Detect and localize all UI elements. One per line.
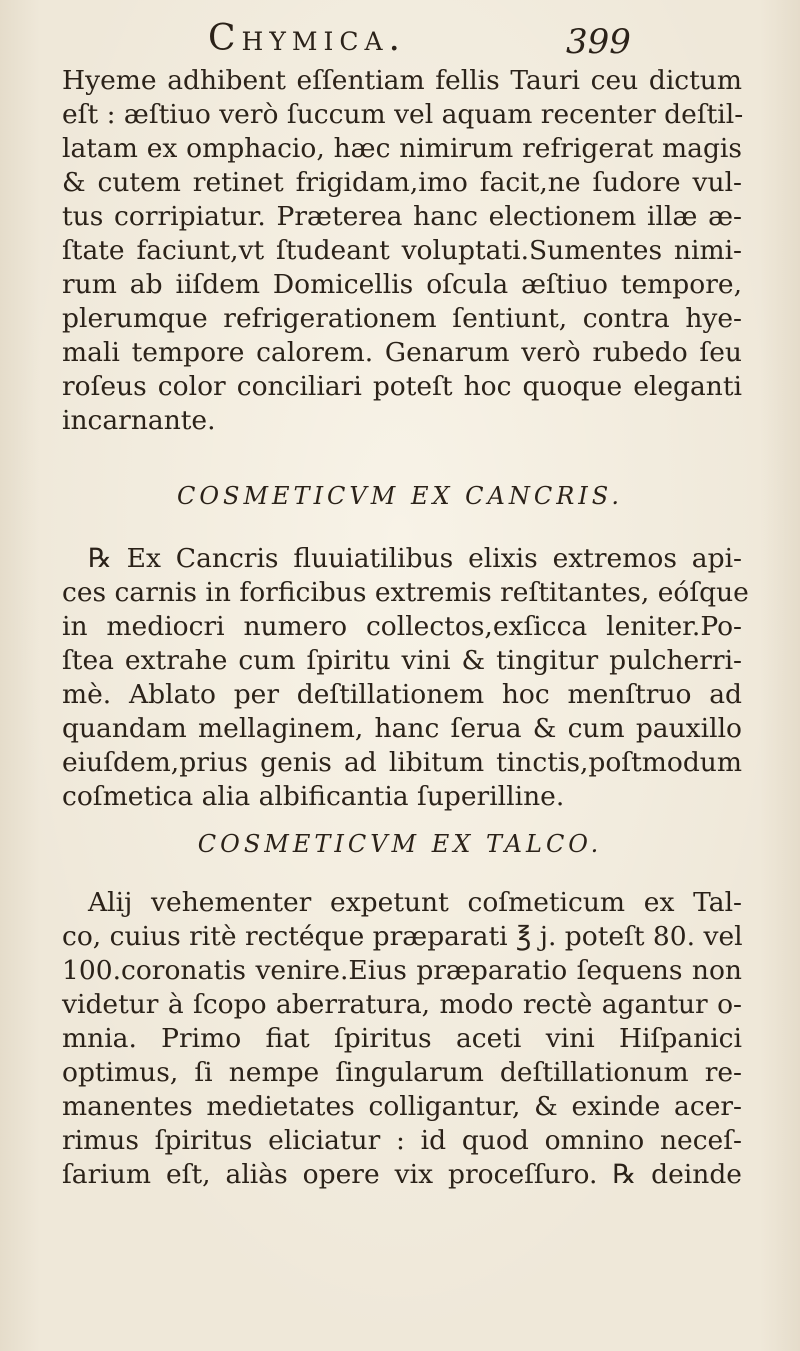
- paragraph-talco: [62, 886, 742, 1192]
- text-line: in mediocri numero collectos,exſicca leniter.Po-: [62, 611, 742, 642]
- running-head: [0, 14, 800, 64]
- text-line: Alij vehementer expetunt coſmeticum ex Tal-: [88, 887, 742, 918]
- text-line: latam ex omphacio, hæc nimirum refrigerat magis: [62, 133, 742, 164]
- text-line: tus corripiatur. Præterea hanc electionem illæ æ-: [62, 201, 742, 232]
- text-line: optimus, ſi nempe ſingularum deſtillationum re-: [62, 1057, 742, 1088]
- page-number: 399: [566, 22, 631, 62]
- text-line: ſarium eſt, aliàs opere vix proceſſuro. ℞ deinde: [62, 1159, 742, 1190]
- text-line: mè. Ablato per deſtillationem hoc menſtruo ad: [62, 679, 742, 710]
- text-line: & cutem retinet frigidam,imo facit,ne ſudore vul-: [62, 167, 742, 198]
- text-line: videtur à ſcopo aberratura, modo rectè agantur o-: [62, 989, 742, 1020]
- text-line: roſeus color conciliari poteſt hoc quoque eleganti: [62, 371, 742, 402]
- text-line: Hyeme adhibent eſſentiam fellis Tauri ceu dictum: [62, 65, 742, 96]
- text-line-last: coſmetica alia albificantia ſuperilline.: [62, 781, 565, 812]
- text-line: ſtea extrahe cum ſpiritu vini & tingitur pulcherri-: [62, 645, 742, 676]
- section-heading-cancris: COSMETICVM EX CANCRIS.: [176, 482, 624, 510]
- paragraph-cancris: [62, 542, 749, 814]
- text-line: mnia. Primo fiat ſpiritus aceti vini Hiſpanici: [62, 1023, 742, 1054]
- text-line-recipe: ℞ Ex Cancris fluuiatilibus elixis extremos api-: [88, 543, 742, 574]
- text-line: co, cuius ritè rectéque præparati ℥ j. poteſt 80. vel: [62, 921, 743, 952]
- text-line-last: incarnante.: [62, 405, 216, 436]
- text-line: ces carnis in forficibus extremis reſtitantes, eóſque: [62, 577, 749, 608]
- text-line: quandam mellaginem, hanc ſerua & cum pauxillo: [62, 713, 742, 744]
- text-line: ſtate faciunt,vt ſtudeant voluptati.Sumentes nimi-: [62, 235, 742, 266]
- text-line: eſt : æſtiuo verò ſuccum vel aquam recenter deſtil-: [62, 99, 744, 130]
- paragraph-hyeme: [62, 64, 742, 438]
- text-line: rum ab iiſdem Domicellis oſcula æſtiuo tempore,: [62, 269, 742, 300]
- text-line: plerumque refrigerationem ſentiunt, contra hye-: [62, 303, 742, 334]
- text-line: 100.coronatis venire.Eius præparatio ſequens non: [62, 955, 742, 986]
- text-line: rimus ſpiritus eliciatur : id quod omnino neceſ-: [62, 1125, 742, 1156]
- text-line: mali tempore calorem. Genarum verò rubedo ſeu: [62, 337, 742, 368]
- section-heading-talco: COSMETICVM EX TALCO.: [197, 830, 603, 858]
- running-head-title: Chymica.: [208, 18, 406, 59]
- text-line: manentes medietates colligantur, & exinde acer-: [62, 1091, 742, 1122]
- text-line: eiuſdem,prius genis ad libitum tinctis,poſtmodum: [62, 747, 742, 778]
